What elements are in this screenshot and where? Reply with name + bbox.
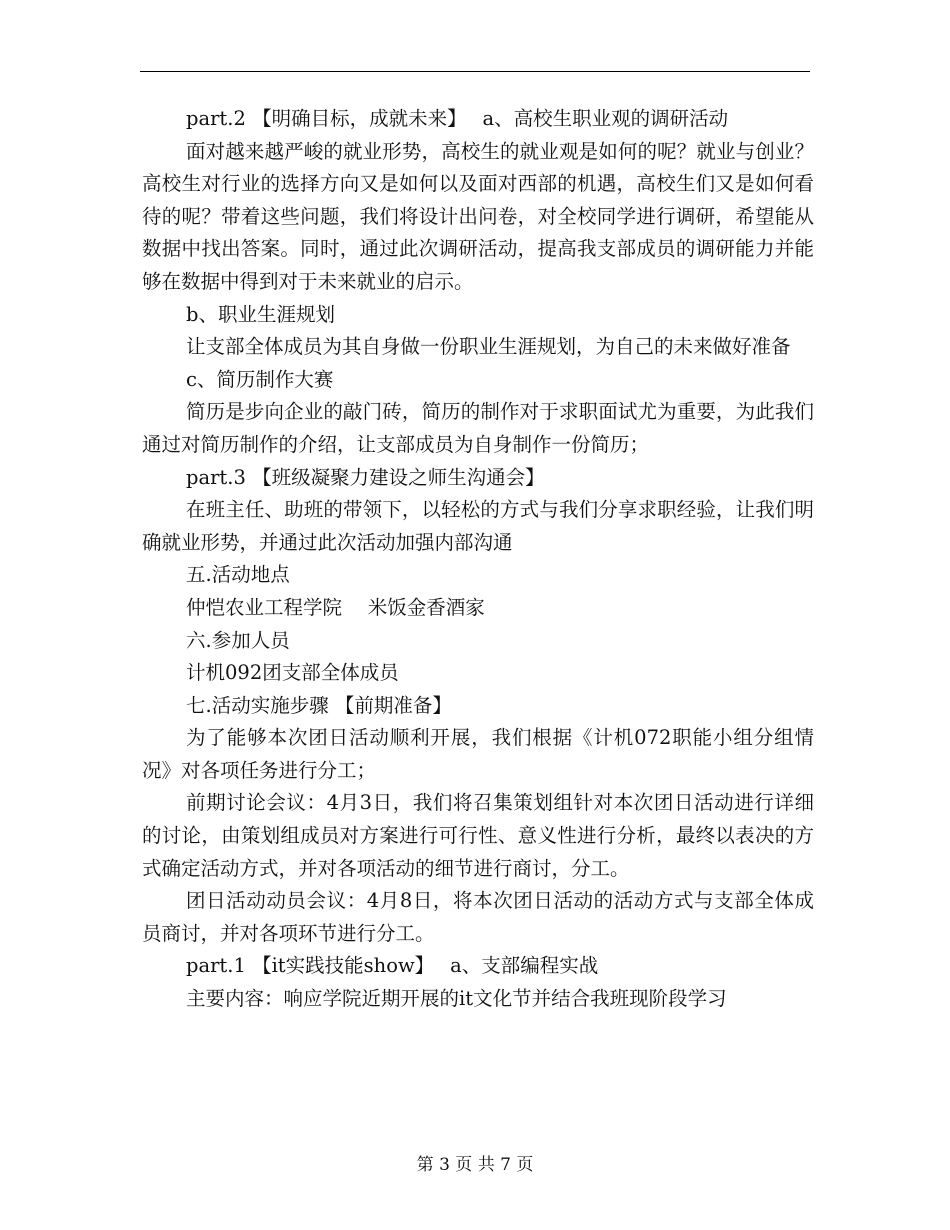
- paragraph: part.2 【明确目标，成就未来】 a、高校生职业观的调研活动: [186, 107, 729, 130]
- paragraph: part.3 【班级凝聚力建设之师生沟通会】: [186, 465, 545, 489]
- section-heading: 五.活动地点: [186, 563, 290, 587]
- paragraph: 主要内容：响应学院近期开展的it文化节并结合我班现阶段学习: [186, 987, 727, 1011]
- section-heading: 六.参加人员: [186, 628, 290, 652]
- paragraph: 为了能够本次团日活动顺利开展，我们根据《计机072职能小组分组情况》对各项任务进行分工；: [142, 726, 814, 782]
- paragraph: 让支部全体成员为其自身做一份职业生涯规划，为自己的未来做好准备: [186, 335, 791, 359]
- paragraph: c、简历制作大赛: [186, 367, 334, 391]
- paragraph: b、职业生涯规划: [186, 302, 335, 326]
- paragraph: 团日活动动员会议：4月8日，将本次团日活动的活动方式与支部全体成员商讨，并对各项环节进行分工。: [142, 889, 814, 945]
- page-number: 第 3 页 共 7 页: [416, 1155, 534, 1175]
- document-body: [142, 103, 814, 1016]
- paragraph: 计机092团支部全体成员: [186, 661, 399, 685]
- paragraph: 在班主任、助班的带领下，以轻松的方式与我们分享求职经验，让我们明确就业形势，并通过此次活动加强内部沟通: [142, 498, 814, 554]
- paragraph: 面对越来越严峻的就业形势，高校生的就业观是如何的呢？就业与创业？高校生对行业的选择方向又是如何以及面对西部的机遇，高校生们又是如何看待的呢？带着这些问题，我们将设计出问卷，对全校同学进行调研，希望能从数据中找出答案。同时，通过此次调研活动，提高我支部成员的调研能力并能够在数据中得到对于未来就业的启示。: [142, 139, 814, 293]
- header-rule: [140, 71, 810, 72]
- paragraph: 前期讨论会议：4月3日，我们将召集策划组针对本次团日活动进行详细的讨论，由策划组成员对方案进行可行性、意义性进行分析，最终以表决的方式确定活动方式，并对各项活动的细节进行商讨，分工。: [142, 791, 814, 880]
- paragraph: part.1 【it实践技能show】 a、支部编程实战: [186, 954, 599, 978]
- paragraph: 简历是步向企业的敲门砖，简历的制作对于求职面试尤为重要，为此我们通过对简历制作的介绍，让支部成员为自身制作一份简历；: [142, 400, 814, 456]
- section-heading: 七.活动实施步骤 【前期准备】: [186, 693, 452, 717]
- paragraph: 仲恺农业工程学院 米饭金香酒家: [186, 595, 485, 619]
